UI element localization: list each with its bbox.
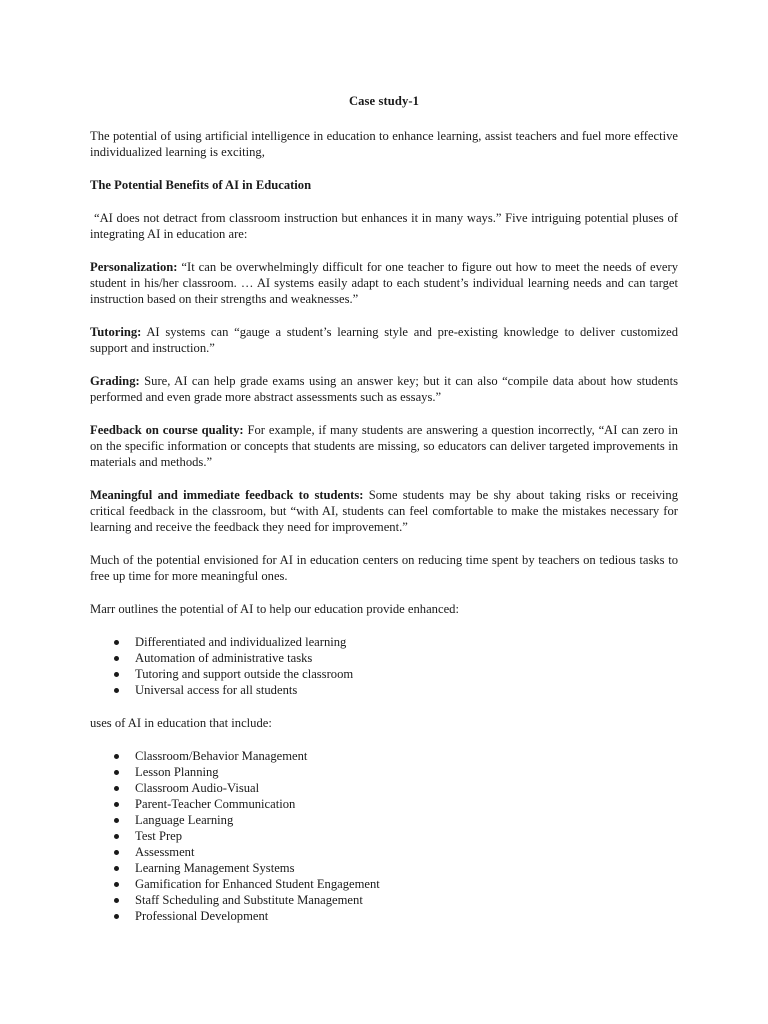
benefit-label: Tutoring:: [90, 325, 142, 339]
list-item-text: Classroom Audio-Visual: [135, 781, 260, 795]
list-item-text: Lesson Planning: [135, 765, 219, 779]
benefit-personalization: [90, 259, 678, 307]
bullet-icon: [114, 818, 119, 823]
benefit-text: “It can be overwhelmingly difficult for one teacher to figure out how to meet the needs of every student in his/her classroom. … AI systems easily adapt to each student’s individual learning needs and can target instruction based on their strengths and weaknesses.”: [90, 260, 678, 306]
list-item: [90, 666, 678, 682]
bullet-icon: [114, 640, 119, 645]
benefit-text: Sure, AI can help grade exams using an answer key; but it can also “compile data about how students performed and even grade more abstract assessments such as essays.”: [90, 374, 678, 404]
list-item: [90, 828, 678, 844]
bullet-icon: [114, 898, 119, 903]
benefit-feedback-course-quality: [90, 422, 678, 470]
marr-bullet-list: [90, 634, 678, 698]
uses-paragraph: uses of AI in education that include:: [90, 716, 272, 730]
marr-paragraph: Marr outlines the potential of AI to help our education provide enhanced:: [90, 602, 459, 616]
list-item-text: Differentiated and individualized learning: [135, 635, 347, 649]
quote-paragraph: “AI does not detract from classroom instruction but enhances it in many ways.” Five intriguing potential pluses of integrating AI in education are:: [90, 211, 678, 241]
benefit-text: AI systems can “gauge a student’s learning style and pre-existing knowledge to deliver customized support and instruction.”: [90, 325, 678, 355]
list-item-text: Gamification for Enhanced Student Engagement: [135, 877, 380, 891]
benefit-label: Meaningful and immediate feedback to students:: [90, 488, 364, 502]
potential-paragraph: Much of the potential envisioned for AI in education centers on reducing time spent by teachers on tedious tasks to free up time for more meaningful ones.: [90, 553, 678, 583]
benefit-text: Some students may be shy about taking risks or receiving critical feedback in the classroom, but “with AI, students can feel comfortable to make the mistakes necessary for learning and receive the feedback they need for improvement.”: [90, 488, 678, 534]
list-item: [90, 780, 678, 796]
bullet-icon: [114, 754, 119, 759]
bullet-icon: [114, 802, 119, 807]
list-item-text: Language Learning: [135, 813, 234, 827]
intro-paragraph: The potential of using artificial intelligence in education to enhance learning, assist teachers and fuel more effective individualized learning is exciting,: [90, 129, 678, 159]
bullet-icon: [114, 688, 119, 693]
list-item: [90, 860, 678, 876]
list-item-text: Test Prep: [135, 829, 183, 843]
bullet-icon: [114, 866, 119, 871]
list-item: [90, 634, 678, 650]
list-item: [90, 796, 678, 812]
list-item-text: Assessment: [135, 845, 195, 859]
list-item-text: Staff Scheduling and Substitute Management: [135, 893, 363, 907]
list-item: [90, 812, 678, 828]
bullet-icon: [114, 834, 119, 839]
list-item: [90, 764, 678, 780]
bullet-icon: [114, 882, 119, 887]
list-item: [90, 844, 678, 860]
list-item: [90, 650, 678, 666]
list-item: [90, 908, 678, 924]
list-item: [90, 876, 678, 892]
list-item-text: Parent-Teacher Communication: [135, 797, 296, 811]
bullet-icon: [114, 672, 119, 677]
document-title: Case study-1: [348, 94, 420, 108]
list-item-text: Learning Management Systems: [135, 861, 295, 875]
list-item-text: Professional Development: [135, 909, 269, 923]
benefit-label: Feedback on course quality:: [90, 423, 244, 437]
bullet-icon: [114, 656, 119, 661]
benefit-label: Personalization:: [90, 260, 178, 274]
bullet-icon: [114, 786, 119, 791]
section-heading: The Potential Benefits of AI in Education: [90, 178, 312, 192]
list-item: [90, 682, 678, 698]
uses-bullet-list: [90, 748, 678, 924]
list-item-text: Tutoring and support outside the classroom: [135, 667, 354, 681]
bullet-icon: [114, 770, 119, 775]
bullet-icon: [114, 850, 119, 855]
benefit-text: For example, if many students are answering a question incorrectly, “AI can zero in on the specific information or concepts that students are missing, so educators can deliver targeted improvements in materials and methods.”: [90, 423, 678, 469]
benefit-tutoring: [90, 324, 678, 356]
list-item-text: Classroom/Behavior Management: [135, 749, 308, 763]
benefit-feedback-students: [90, 487, 678, 535]
benefit-grading: [90, 373, 678, 405]
list-item: [90, 892, 678, 908]
list-item-text: Universal access for all students: [135, 683, 298, 697]
list-item: [90, 748, 678, 764]
bullet-icon: [114, 914, 119, 919]
benefit-label: Grading:: [90, 374, 140, 388]
document-page: [90, 93, 678, 941]
list-item-text: Automation of administrative tasks: [135, 651, 313, 665]
